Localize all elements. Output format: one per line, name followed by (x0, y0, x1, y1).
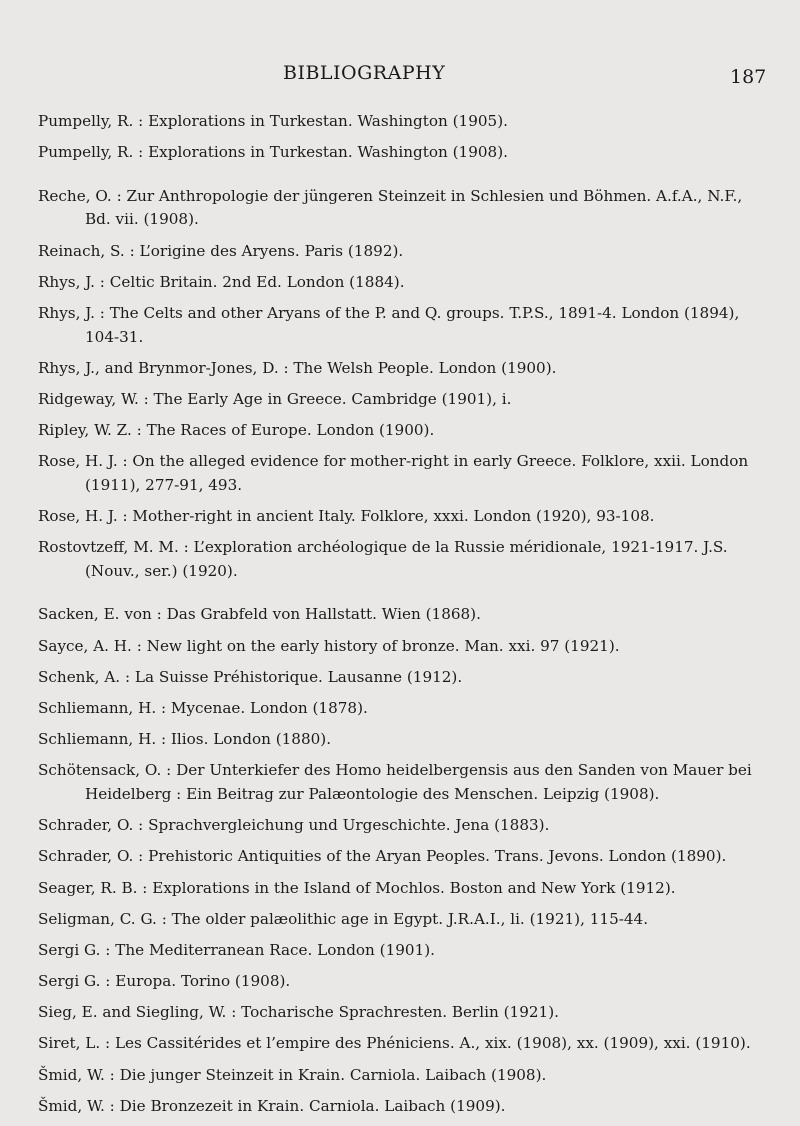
bib-entry: Pumpelly, R. : Explorations in Turkestan. Washington (1905). (38, 112, 508, 130)
bib-entry: Schliemann, H. : Mycenae. London (1878). (38, 699, 368, 717)
bib-entry: Pumpelly, R. : Explorations in Turkestan. Washington (1908). (38, 143, 508, 162)
bib-entry: Šmid, W. : Die junger Steinzeit in Krain. Carniola. Laibach (1908). (38, 1065, 547, 1084)
bib-entry: Schrader, O. : Prehistoric Antiquities of the Aryan Peoples. Trans. Jevons. London (1890). (38, 847, 727, 866)
page-number: 187 (730, 66, 767, 88)
bib-entry: Seligman, C. G. : The older palæolithic age in Egypt. J.R.A.I., li. (1921), 115-44. (38, 909, 649, 928)
page-header (0, 62, 800, 92)
bib-entry: Ripley, W. Z. : The Races of Europe. London (1900). (38, 421, 435, 440)
bib-entry: Sieg, E. and Siegling, W. : Tocharische Sprachresten. Berlin (1921). (38, 1003, 559, 1022)
running-title: BIBLIOGRAPHY (283, 62, 446, 84)
bib-entry: Ridgeway, W. : The Early Age in Greece. Cambridge (1901), i. (38, 389, 512, 408)
bib-entry: Rhys, J. : Celtic Britain. 2nd Ed. London (1884). (38, 272, 405, 291)
bib-entry: Schötensack, O. : Der Unterkiefer des Homo heidelbergensis aus den Sanden von Mauer bei Heidelberg : Ein Beitrag zur Palæontologie des Menschen. Leipzig (1908). (38, 761, 752, 803)
bib-entry: Reche, O. : Zur Anthropologie der jüngeren Steinzeit in Schlesien und Böhmen. A.f.A., N.F., Bd. vii. (1908). (38, 186, 743, 229)
bib-entry: Reinach, S. : L’origine des Aryens. Paris (1892). (38, 241, 404, 260)
bib-entry: Sayce, A. H. : New light on the early history of bronze. Man. xxi. 97 (1921). (38, 636, 620, 655)
bib-entry: Seager, R. B. : Explorations in the Island of Mochlos. Boston and New York (1912). (38, 878, 676, 897)
bibliography-list (38, 110, 768, 1126)
bib-entry: Sergi G. : The Mediterranean Race. London (1901). (38, 940, 435, 959)
bib-entry: Rhys, J., and Brynmor-Jones, D. : The Welsh People. London (1900). (38, 358, 557, 377)
bib-entry: Rose, H. J. : Mother-right in ancient Italy. Folklore, xxxi. London (1920), 93-108. (38, 507, 655, 526)
bib-entry: Schrader, O. : Sprachvergleichung und Urgeschichte. Jena (1883). (38, 816, 550, 835)
bib-entry: Schenk, A. : La Suisse Préhistorique. Lausanne (1912). (38, 667, 463, 686)
bib-entry: Rostovtzeff, M. M. : L’exploration archéologique de la Russie méridionale, 1921-1917. J.S. (Nouv., ser.) (1920). (38, 538, 728, 580)
bib-entry: Schliemann, H. : Ilios. London (1880). (38, 730, 332, 749)
bib-entry: Rhys, J. : The Celts and other Aryans of the P. and Q. groups. T.P.S., 1891-4. London (1894), 104-31. (38, 303, 740, 346)
bib-entry: Sacken, E. von : Das Grabfeld von Hallstatt. Wien (1868). (38, 605, 481, 624)
bib-entry: Siret, L. : Les Cassitérides et l’empire des Phéniciens. A., xix. (1908), xx. (1909), xxi. (1910). (38, 1034, 751, 1053)
bib-entry: Rose, H. J. : On the alleged evidence for mother-right in early Greece. Folklore, xxii. London (1911), 277-91, 493. (38, 452, 749, 494)
bib-entry: Sergi G. : Europa. Torino (1908). (38, 972, 291, 991)
bib-entry: Šmid, W. : Die Bronzezeit in Krain. Carniola. Laibach (1909). (38, 1096, 506, 1115)
